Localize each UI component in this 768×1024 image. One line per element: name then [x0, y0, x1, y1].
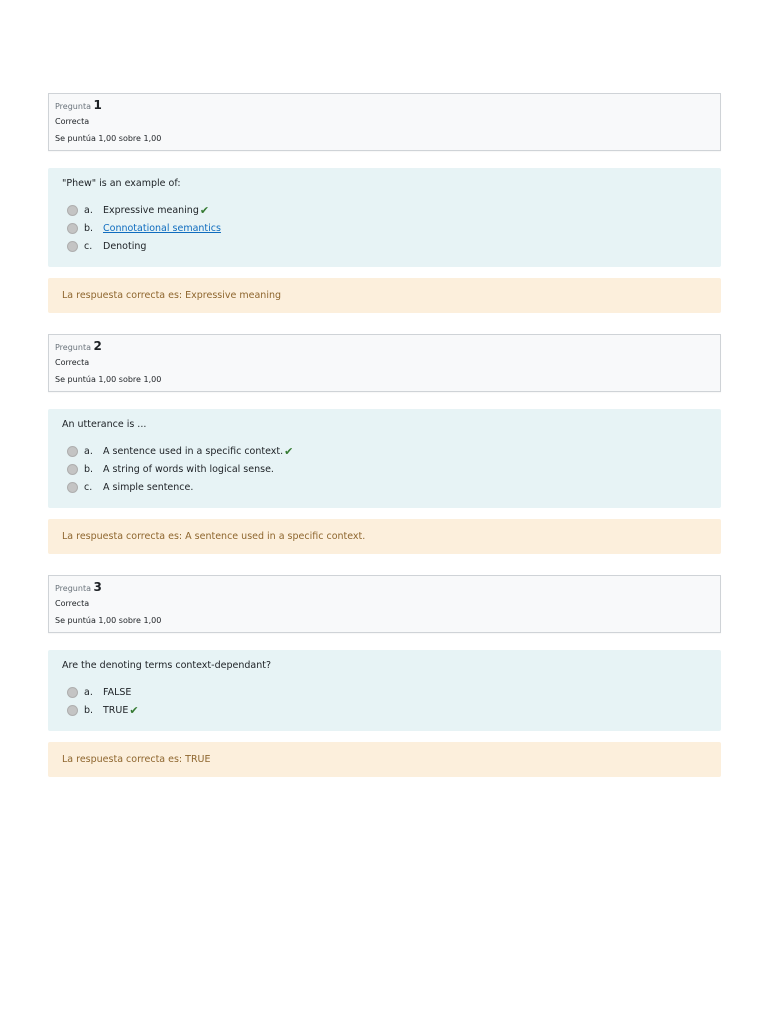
answer-option[interactable]	[62, 701, 707, 719]
question-number	[55, 98, 714, 112]
question-state: Correcta	[55, 599, 90, 608]
question-number	[55, 339, 714, 353]
answer-text: A sentence used in a specific context.	[103, 445, 284, 457]
radio-button[interactable]	[67, 687, 78, 698]
radio-button[interactable]	[67, 482, 78, 493]
question-info	[48, 334, 721, 392]
answer-text: A string of words with logical sense.	[103, 463, 274, 475]
question-label: Pregunta	[55, 343, 91, 352]
answer-letter: b.	[84, 222, 94, 234]
question-info	[48, 93, 721, 151]
question-content	[48, 409, 721, 508]
answer-text: FALSE	[103, 686, 132, 698]
answer-option[interactable]	[62, 442, 707, 460]
radio-button[interactable]	[67, 446, 78, 457]
question-grade: Se puntúa 1,00 sobre 1,00	[55, 134, 162, 143]
correct-answer-feedback: La respuesta correcta es: A sentence used in a specific context.	[48, 519, 721, 554]
question-2	[48, 334, 721, 554]
answer-option[interactable]	[62, 460, 707, 478]
question-grade: Se puntúa 1,00 sobre 1,00	[55, 375, 162, 384]
answer-letter: b.	[84, 463, 94, 475]
answer-letter: c.	[84, 240, 93, 252]
checkmark-icon: ✔	[199, 203, 210, 217]
checkmark-icon: ✔	[129, 703, 139, 717]
checkmark-icon: ✔	[284, 444, 294, 458]
question-label: Pregunta	[55, 584, 91, 593]
answer-letter: a.	[84, 686, 93, 698]
question-state: Correcta	[55, 358, 90, 367]
question-label: Pregunta	[55, 102, 91, 111]
answer-text: A simple sentence.	[103, 481, 194, 493]
radio-button[interactable]	[67, 223, 78, 234]
question-text: An utterance is ...	[62, 419, 147, 430]
question-text: Are the denoting terms context-dependant?	[62, 660, 271, 671]
answer-option[interactable]	[62, 219, 707, 237]
question-number-value: 3	[93, 580, 102, 594]
question-1	[48, 93, 721, 313]
radio-button[interactable]	[67, 205, 78, 216]
answer-text: Expressive meaning	[103, 204, 199, 216]
answer-text-link[interactable]: Connotational semantics	[103, 222, 221, 234]
answer-letter: a.	[84, 445, 93, 457]
answer-letter: c.	[84, 481, 93, 493]
question-text: "Phew" is an example of:	[62, 178, 181, 189]
answer-option[interactable]	[62, 237, 707, 255]
question-number-value: 2	[93, 339, 102, 353]
answer-letter: a.	[84, 204, 93, 216]
question-grade: Se puntúa 1,00 sobre 1,00	[55, 616, 162, 625]
question-info	[48, 575, 721, 633]
answer-text: Denoting	[103, 240, 147, 252]
question-content	[48, 168, 721, 267]
correct-answer-feedback: La respuesta correcta es: Expressive meaning	[48, 278, 721, 313]
answer-option[interactable]	[62, 478, 707, 496]
answer-option[interactable]	[62, 201, 707, 219]
question-3	[48, 575, 721, 777]
question-state: Correcta	[55, 117, 90, 126]
question-number	[55, 580, 714, 594]
question-number-value: 1	[93, 98, 102, 112]
radio-button[interactable]	[67, 464, 78, 475]
radio-button[interactable]	[67, 241, 78, 252]
answer-letter: b.	[84, 704, 94, 716]
answer-text: TRUE	[103, 704, 129, 716]
radio-button[interactable]	[67, 705, 78, 716]
question-content	[48, 650, 721, 731]
answer-option[interactable]	[62, 683, 707, 701]
correct-answer-feedback: La respuesta correcta es: TRUE	[48, 742, 721, 777]
